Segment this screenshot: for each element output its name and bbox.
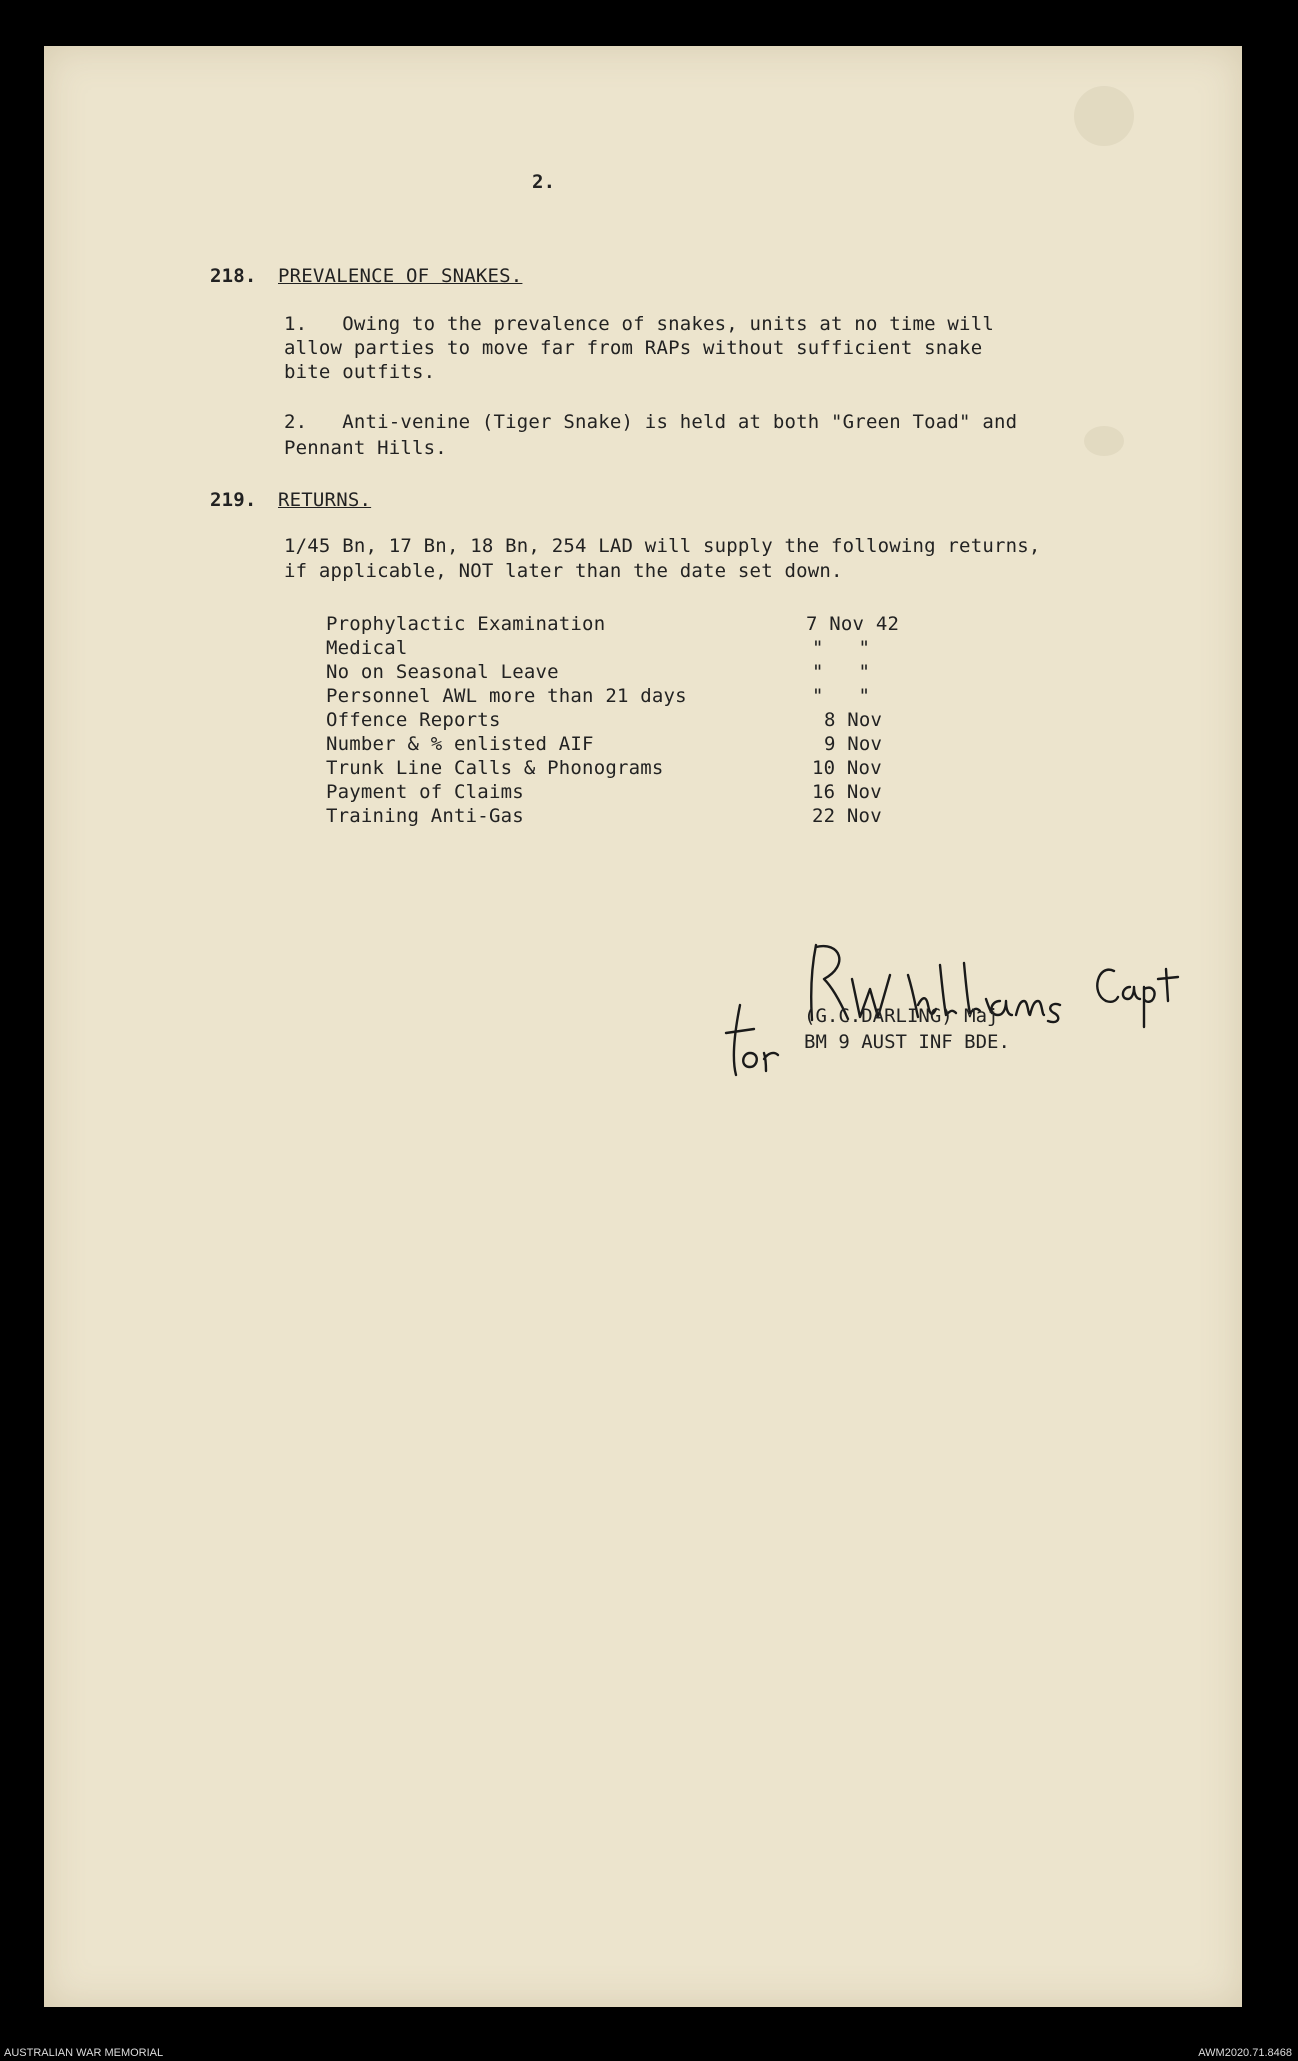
section-heading: PREVALENCE OF SNAKES. — [278, 265, 523, 287]
section-number: 218. — [210, 265, 257, 287]
return-date: 7 Nov 42 — [806, 613, 900, 635]
return-label: Prophylactic Examination — [326, 613, 606, 635]
return-date: 16 Nov — [812, 781, 882, 803]
return-date: 22 Nov — [812, 805, 882, 827]
return-date: 8 Nov — [824, 709, 883, 731]
footer-archive-name: AUSTRALIAN WAR MEMORIAL — [4, 2047, 164, 2059]
return-label: Trunk Line Calls & Phonograms — [326, 757, 664, 779]
paper-stain — [1074, 86, 1134, 146]
paragraph-line: allow parties to move far from RAPs without sufficient snake — [284, 337, 983, 359]
paragraph-line: bite outfits. — [284, 361, 436, 383]
return-label: Offence Reports — [326, 709, 501, 731]
section-heading: RETURNS. — [278, 489, 372, 511]
return-date: 9 Nov — [824, 733, 883, 755]
paragraph-line: 2. Anti-venine (Tiger Snake) is held at both "Green Toad" and — [284, 411, 1018, 433]
return-label: Number & % enlisted AIF — [326, 733, 594, 755]
section-number: 219. — [210, 489, 257, 511]
return-date: " " — [812, 685, 871, 707]
return-label: Payment of Claims — [326, 781, 524, 803]
page-number: 2. — [532, 171, 556, 193]
return-date: " " — [812, 661, 871, 683]
return-label: Personnel AWL more than 21 days — [326, 685, 687, 707]
paragraph-line: 1/45 Bn, 17 Bn, 18 Bn, 254 LAD will supply the following returns, — [284, 535, 1041, 557]
paragraph-line: Pennant Hills. — [284, 437, 447, 459]
return-date: " " — [812, 637, 871, 659]
return-label: No on Seasonal Leave — [326, 661, 559, 683]
return-label: Medical — [326, 637, 408, 659]
return-date: 10 Nov — [812, 757, 882, 779]
paragraph-line: 1. Owing to the prevalence of snakes, units at no time will — [284, 313, 994, 335]
typed-title: BM 9 AUST INF BDE. — [804, 1031, 1010, 1053]
footer-reference-number: AWM2020.71.8468 — [1198, 2047, 1292, 2059]
paragraph-line: if applicable, NOT later than the date set down. — [284, 560, 843, 582]
paper-stain — [1084, 426, 1124, 456]
return-label: Training Anti-Gas — [326, 805, 524, 827]
typed-name: (G.C.DARLING) Maj — [804, 1005, 999, 1027]
signature-block — [720, 935, 1200, 1085]
